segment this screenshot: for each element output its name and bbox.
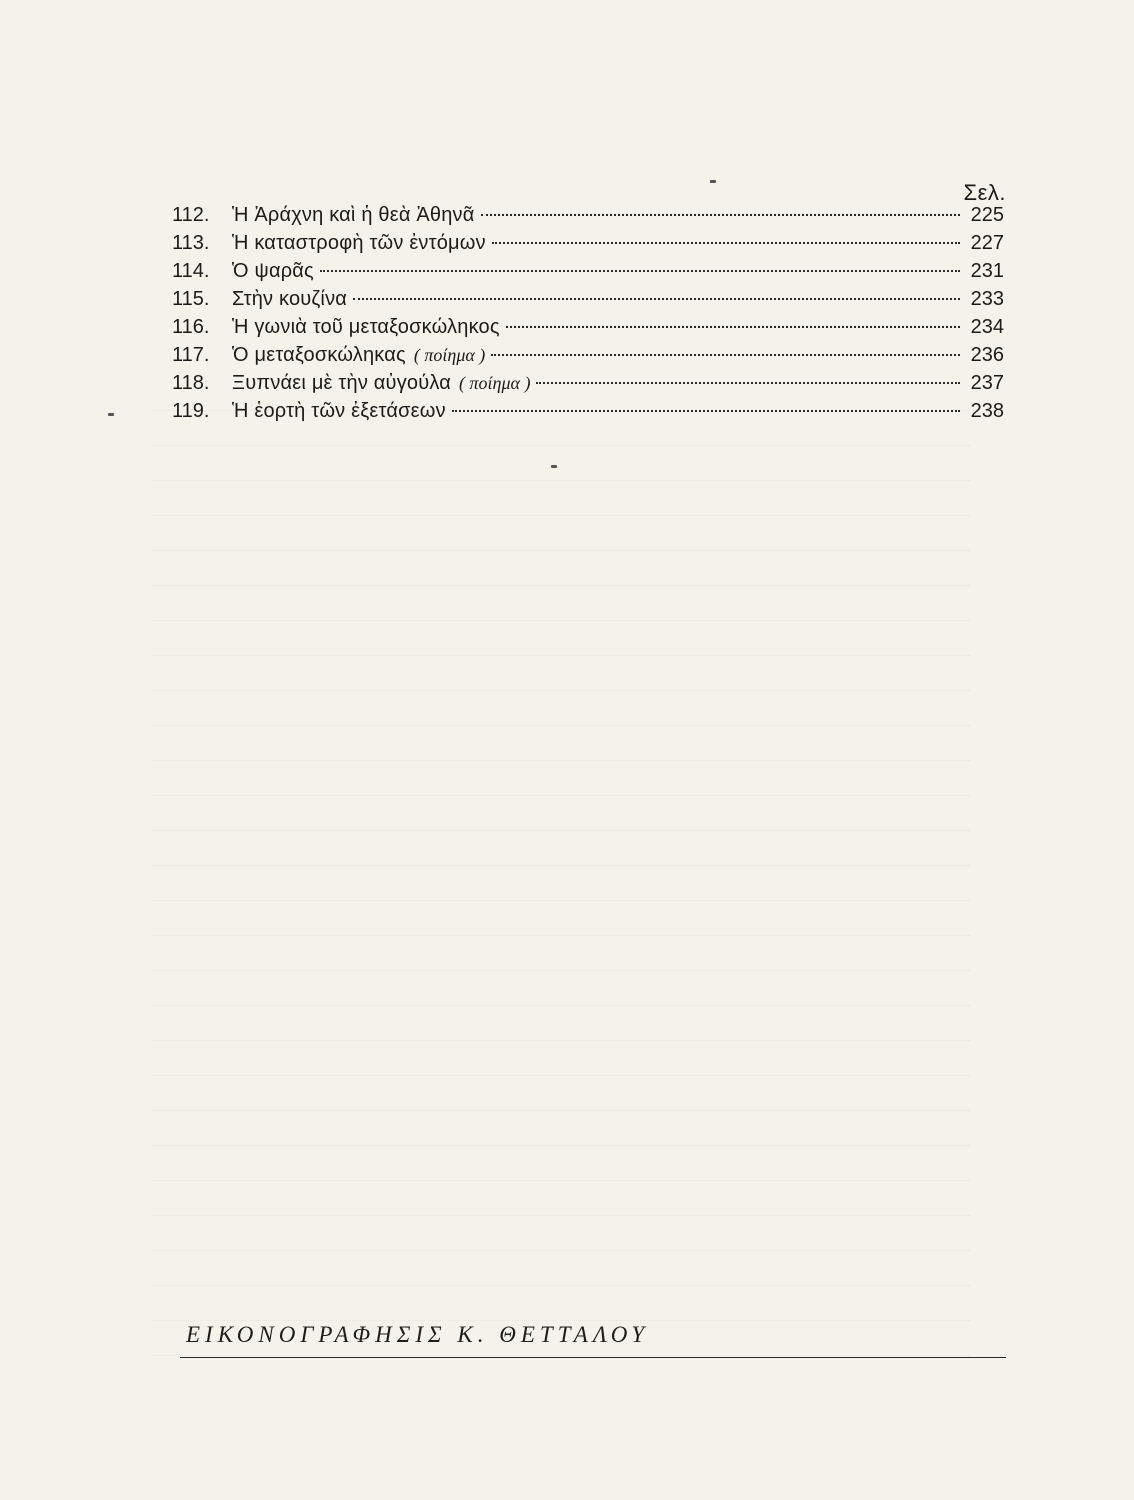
illustration-credit: ΕΙΚΟΝΟΓΡΑΦΗΣΙΣ Κ. ΘΕΤΤΑΛΟΥ	[186, 1322, 650, 1347]
entry-title: Ἡ γωνιὰ τοῦ μεταξοσκώληκος	[232, 316, 500, 338]
entry-number: 118.	[172, 372, 210, 394]
toc-entry	[172, 260, 1004, 288]
entry-page: 227	[970, 232, 1004, 254]
entry-page: 225	[970, 204, 1004, 226]
print-speck	[108, 413, 114, 416]
entry-number: 115.	[172, 288, 210, 310]
leader-dots	[506, 326, 960, 328]
entry-note: ( ποίημα )	[459, 373, 531, 393]
leader-dots	[452, 410, 960, 412]
leader-dots	[536, 382, 960, 384]
entry-page: 231	[970, 260, 1004, 282]
entry-number: 112.	[172, 204, 210, 226]
leader-dots	[353, 298, 960, 300]
entry-page: 234	[970, 316, 1004, 338]
entry-page: 233	[970, 288, 1004, 310]
entry-title: Ὁ ψαρᾶς	[232, 260, 314, 282]
print-speck	[551, 465, 557, 468]
toc-entry	[172, 372, 1004, 400]
entry-page: 237	[970, 372, 1004, 394]
entry-note: ( ποίημα )	[413, 345, 486, 365]
table-of-contents	[172, 204, 1004, 428]
entry-number: 119.	[172, 400, 210, 422]
toc-entry	[172, 316, 1004, 344]
entry-title: Ἡ Ἀράχνη καὶ ἡ θεὰ Ἀθηνᾶ	[232, 204, 475, 226]
entry-number: 114.	[172, 260, 210, 282]
entry-title: Ἡ καταστροφὴ τῶν ἐντόμων	[232, 232, 486, 254]
toc-entry	[172, 288, 1004, 316]
print-speck	[710, 180, 716, 183]
leader-dots	[320, 270, 960, 272]
reverse-side-show-through	[150, 380, 970, 1430]
entry-title: Ἡ ἑορτὴ τῶν ἐξετάσεων	[232, 400, 446, 422]
leader-dots	[492, 242, 960, 244]
entry-title: Ὁ μεταξοσκώληκας	[232, 344, 406, 366]
toc-entry	[172, 232, 1004, 260]
leader-dots	[491, 354, 960, 356]
toc-entry	[172, 344, 1004, 372]
toc-entry	[172, 400, 1004, 428]
leader-dots	[481, 214, 960, 216]
page-column-label: Σελ.	[963, 180, 1006, 205]
footer-rule	[180, 1357, 1006, 1358]
entry-page: 236	[970, 344, 1004, 366]
entry-number: 116.	[172, 316, 210, 338]
entry-number: 117.	[172, 344, 210, 366]
toc-entry	[172, 204, 1004, 232]
entry-number: 113.	[172, 232, 210, 254]
entry-title: Στὴν κουζίνα	[232, 288, 348, 310]
entry-page: 238	[970, 400, 1004, 422]
entry-title: Ξυπνάει μὲ τὴν αὐγούλα	[232, 372, 452, 394]
